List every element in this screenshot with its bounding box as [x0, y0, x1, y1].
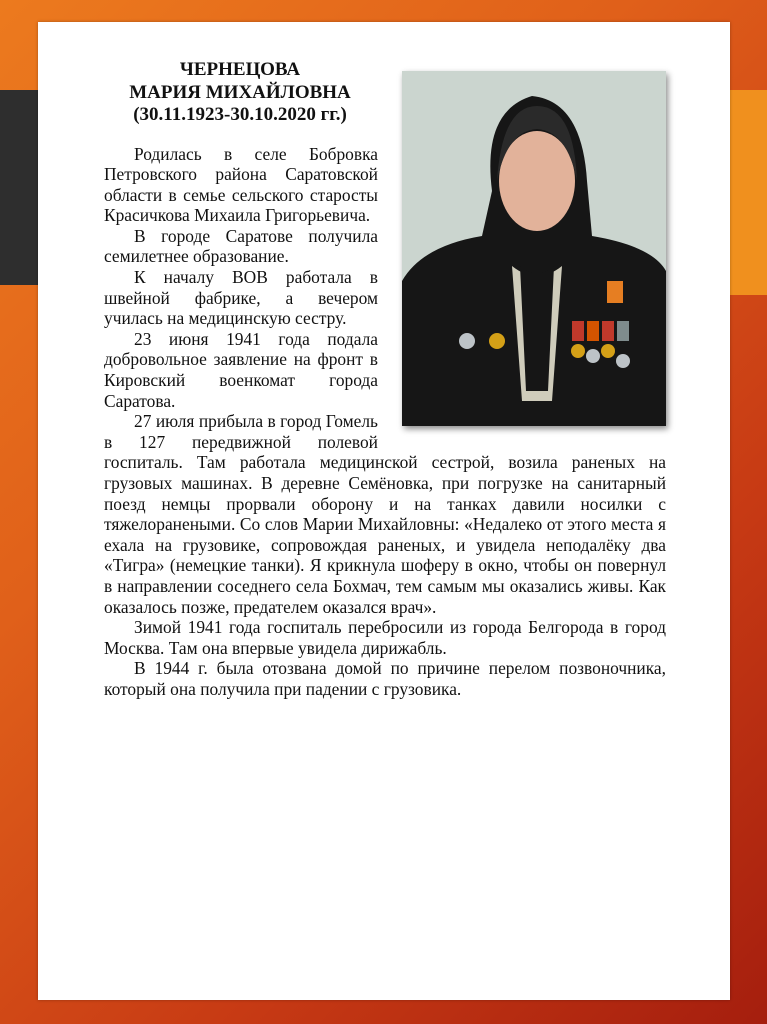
title-dates: (30.11.1923-30.10.2020 гг.) — [133, 104, 347, 125]
paragraph-moscow: Зимой 1941 года госпиталь перебросили из города Белгорода в город Москва. Там она впервые увидела дирижабль. — [104, 617, 666, 658]
paragraph-birth: Родилась в селе Бобровка Петровского района Саратовской области в семье сельского старосты Красичкова Михаила Григорьевича. — [104, 143, 378, 226]
document-page — [38, 22, 730, 1000]
decorative-band-left — [0, 90, 40, 285]
paragraph-education: В городе Саратове получила семилетнее образование. — [104, 225, 378, 267]
title-surname: ЧЕРНЕЦОВА — [179, 59, 301, 80]
paragraph-work: К началу ВОВ работала в швейной фабрике, а вечером училась на медицинскую сестру. — [104, 267, 378, 329]
paragraph-gomel: 27 июля прибыла в город Гомель в 127 передвижной полевой госпиталь. Там работала медицинской сестрой, возила раненых на грузовых машинах. В деревне Семёновка, при погрузке на санитарный поезд немцы прорвали оборону и на танках давили носилки с тяжелоранеными. Со слов Марии Михайловны: «Недалеко от этого места я ехала на грузовике, сопровождая раненых, и увидела неподалёку два «Тигра» (немецкие танки). Я крикнула шоферу в окно, чтобы он повернул в направлении соседнего села Бохмач, тем самым мы оказались живы. Как оказалось позже, предателем оказался врач». — [104, 411, 666, 617]
portrait-photo — [402, 71, 666, 426]
biography-content — [104, 59, 666, 700]
page-title — [104, 59, 376, 127]
decorative-band-right — [727, 90, 767, 295]
paragraph-volunteer: 23 июня 1941 года подала добровольное заявление на фронт в Кировский военкомат города Саратова. — [104, 328, 378, 411]
title-name: МАРИЯ МИХАЙЛОВНА — [129, 81, 351, 103]
paragraph-1944: В 1944 г. была отозвана домой по причине перелом позвоночника, который она получила при падении с грузовика. — [104, 658, 666, 699]
